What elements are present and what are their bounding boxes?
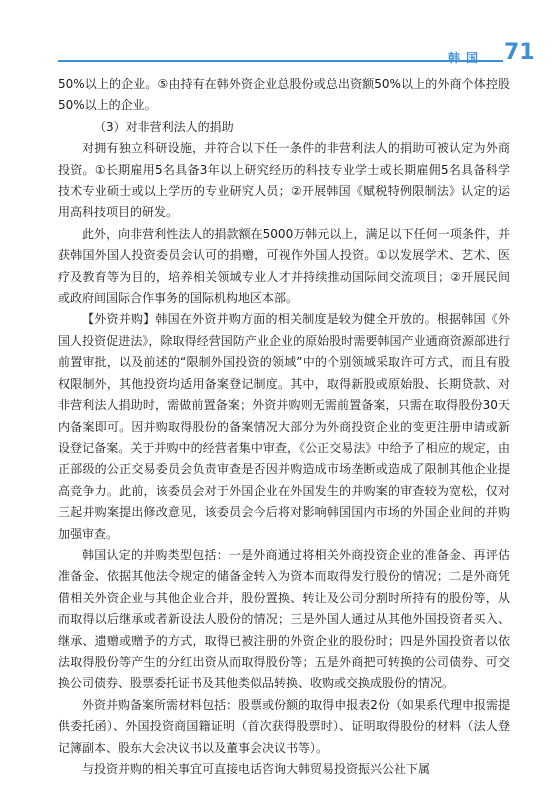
header-country: 韩国 — [448, 51, 485, 65]
section-title: （3）对非营利法人的捐助 — [94, 119, 234, 134]
header-rule — [58, 60, 503, 62]
page-body — [58, 74, 510, 780]
paragraph: 【外资并购】韩国在外资并购方面的相关制度是较为健全开放的。根据韩国《外国人投资促进法》，除取得经营国防产业企业的原始股时需要韩国产业通商资源部进行前置审批，以及前述的“限制外国投资的领域”中的个别领域采取许可方式，而且有股权限制外，其他投资均适用备案登记制度。其中，取得新股或原始股、长期贷款、对非营利法人捐助时，需做前置备案；外资并购则无需前置备案，只需在取得股份30天内备案即可。因并购取得股份的备案情况大部分为外商投资企业的变更注册申请或新设登记备案。关于并购中的经营者集中审查，《公正交易法》中给予了相应的规定，由正部级的公正交易委员会负责审查是否因并购造成市场垄断或造成了限制其他企业提高竞争力。此前，该委员会对于外国企业在外国发生的并购案的审查较为宽松，仅对三起并购案提出修改意见，该委员会今后将对影响韩国国内市场的外国企业间的并购加强审查。 — [58, 312, 510, 541]
paragraph: 此外，向非营利性法人的捐款额在5000万韩元以上，满足以下任何一项条件，并获韩国外国人投资委员会认可的捐赠，可视作外国人投资。①以发展学术、艺术、医疗及教育等为目的，培养相关领域专业人才并持续推动国际间交流项目；②开展民间或政府间国际合作事务的国际机构地区本部。 — [58, 226, 510, 306]
paragraph-continuation: 50%以上的企业。⑤由持有在韩外资企业总股份或总出资额50%以上的外商个体控股50%以上的企业。 — [58, 77, 510, 113]
paragraph: 外资并购备案所需材料包括：股票或份额的取得申报表2份（如果系代理申报需提供委托函）、外国投资商国籍证明（首次获得股票时）、证明取得股份的材料（法人登记簿副本、股东大会决议书以及董事会决议书等）。 — [58, 697, 510, 755]
paragraph: 与投资并购的相关事宜可直接电话咨询大韩贸易投资振兴公社下属 — [82, 762, 431, 776]
page-number: 71 — [504, 40, 535, 65]
paragraph: 韩国认定的并购类型包括：一是外商通过将相关外商投资企业的准备金、再评估准备金、依据其他法令规定的储备金转入为资本而取得发行股份的情况；二是外商凭借相关外资企业与其他企业合并，股份置换、转让及公司分割时所持有的股份等，从而取得以后继承或者新设法人股份的情况；三是外国人通过从其他外国投资者买入、继承、遗赠或赠予的方式，取得已被注册的外资企业的股份时；四是外国投资者以依法取得股份等产生的分红出资从而取得股份等；五是外商把可转换的公司债券、可交换公司债券、股票委托证书及其他类似品转换、收购或交换成股份的情况。 — [58, 547, 510, 691]
paragraph: 对拥有独立科研设施，并符合以下任一条件的非营利法人的捐助可被认定为外商投资。①长期雇用5名具备3年以上研究经历的科技专业学士或长期雇佣5名具备科学技术专业硕士或以上学历的专业研究人员；②开展韩国《赋税特例限制法》认定的运用高科技项目的研发。 — [58, 141, 510, 220]
